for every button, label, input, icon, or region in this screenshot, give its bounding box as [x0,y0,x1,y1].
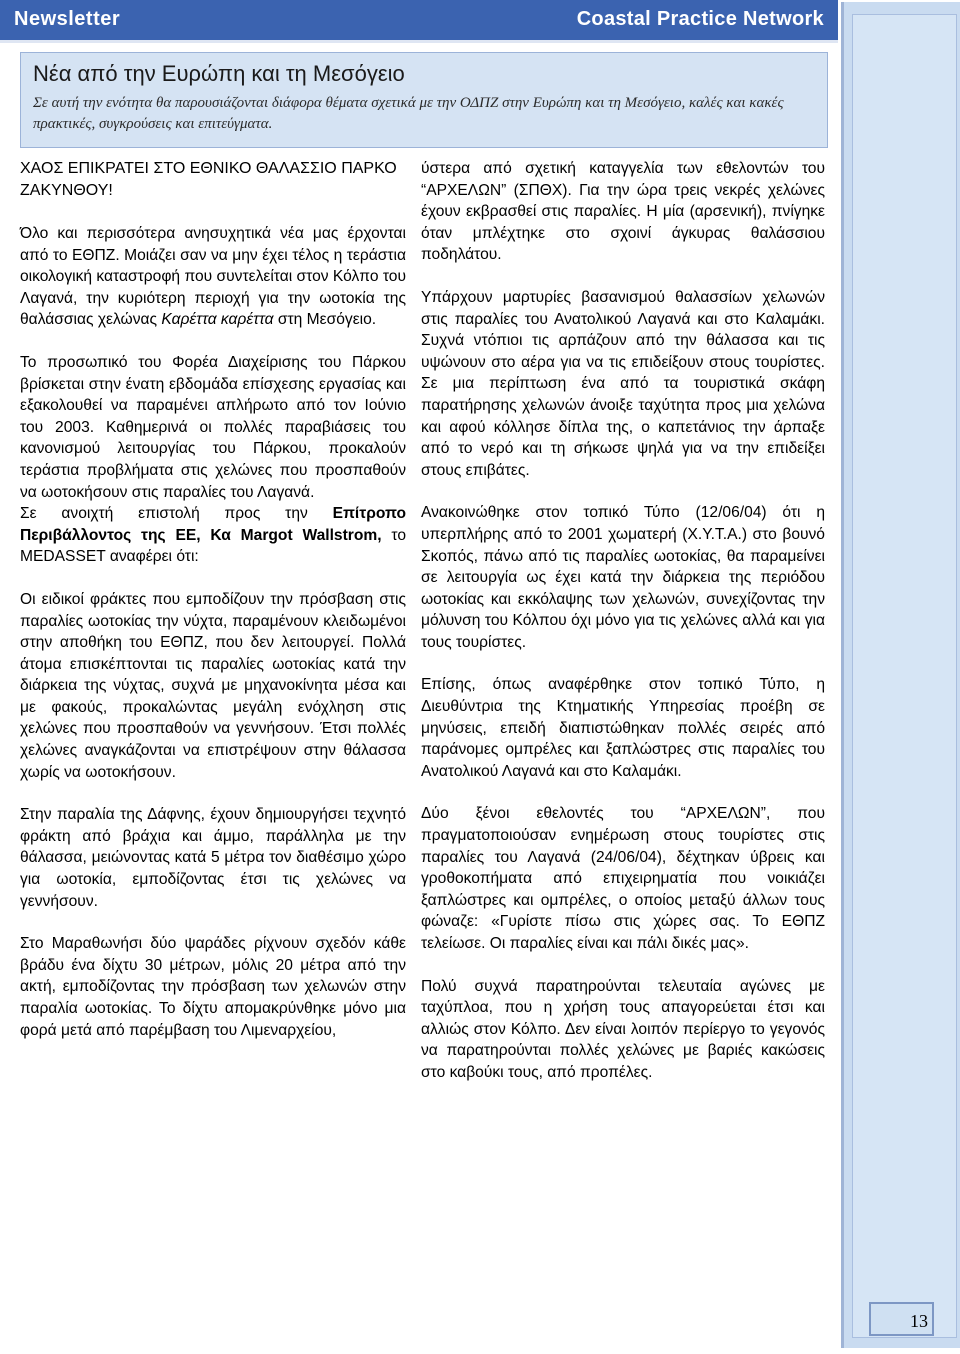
article-paragraph-9: Ανακοινώθηκε στον τοπικό Τύπο (12/06/04) ότι η υπερπλήρης από το 2001 χωματερή (Χ.Υ.Τ.Α.) στο βουνό Σκοπός, πάνω από τις παραλίες ωοτοκίας, θα παραμείνει σε λειτουργία ως έχει κατά την διάρκεια της περιόδου ωοτοκίας και εκκόλαψης των χελωνών, συνεχίζοντας την μόλυνση του Κόλπου όχι μόνο για τις χελώνες αλλά και για τους τουρίστες. [421,504,825,651]
species-name: Καρέττα καρέττα [161,311,274,329]
section-title: Νέα από την Ευρώπη και τη Μεσόγειο [33,61,405,86]
article-paragraph-3 [20,503,406,568]
article-headline: ΧΑΟΣ ΕΠΙΚΡΑΤΕΙ ΣΤΟ ΕΘΝΙΚΟ ΘΑΛΑΣΣΙΟ ΠΑΡΚΟ ΖΑΚΥΝΘΟΥ! [20,160,397,199]
side-decoration-inner [852,14,957,1338]
right-column [421,158,825,1084]
section-description: Σε αυτή την ενότητα θα παρουσιάζονται διάφορα θέματα σχετικά με την ΟΔΠΖ στην Ευρώπη και τη Μεσόγειο, καλές και κακές πρακτικές, συγκρούσεις και επιτεύγματα. [33,95,784,132]
newsletter-header [0,0,838,43]
article-paragraph-5: Στην παραλία της Δάφνης, έχουν δημιουργήσει τεχνητό φράκτη από βράχια και άμμο, παράλληλα με την θάλασσα, μειώνοντας κατά 5 μέτρα τον διαθέσιμο χώρο για ωοτοκία, εμποδίζοντας έτσι τις χελώνες να γεννήσουν. [20,806,406,910]
paragraph-3-text: Σε ανοιχτή επιστολή προς την [20,505,333,523]
paragraph-3-end: το MEDASSET αναφέρει ότι: [20,526,406,566]
side-decoration-bar [841,2,960,1348]
section-intro-box [20,52,828,148]
article-paragraph-11: Δύο ξένοι εθελοντές του “ΑΡΧΕΛΩΝ”, που πραγματοποιούσαν ενημέρωση στους τουρίστες στις παραλίες του Λαγανά (24/06/04), δέχτηκαν ύβρεις και γροθοκοπήματα από επιχειρηματία που νοικιάζει ξαπλώστρες και ομπρέλες, ο οποίος μεταξύ άλλων τους φώναζε: «Γυρίστε πίσω στις χώρες σας. Το ΕΘΠΖ τελείωσε. Οι παραλίες είναι και πάλι δικές μας». [421,805,825,952]
left-column [20,158,406,1041]
article-paragraph-12: Πολύ συχνά παρατηρούνται τελευταία αγώνες με ταχύπλοα, που η χρήση τους απαγορεύεται έτσι και αλλιώς στον Κόλπο. Δεν είναι λοιπόν περίεργο το γεγονός να παρατηρούνται πολλές χελώνες με βαριές κακώσεις στο καβούκι τους, από προπέλες. [421,977,825,1081]
header-network-name: Coastal Practice Network [576,8,824,30]
article-paragraph-6: Στο Μαραθωνήσι δύο ψαράδες ρίχνουν σχεδόν κάθε βράδυ ένα δίχτυ 30 μέτρων, μόλις 20 μέτρα από την ακτή, εμποδίζοντας την πρόσβαση των χελωνών στην παραλία ωοτοκίας. Το δίχτυ απομακρύνθηκε μόνο μια φορά μετά από παρέμβαση του Λιμεναρχείου, [20,935,406,1039]
page-number: 13 [869,1302,934,1336]
article-paragraph-4: Οι ειδικοί φράκτες που εμποδίζουν την πρόσβαση στις παραλίες ωοτοκίας την νύχτα, παραμένουν κλειδωμένοι στην αποθήκη του ΕΘΠΖ, που δεν λειτουργεί. Πολλά άτομα επισκέπτονται τις παραλίες ωοτοκίας κατά την διάρκεια της νύχτας, συχνά με μηχανοκίνητα μέσα και με φακούς, προκαλώντας μεγάλη ενόχληση στις χελώνες που προσπαθούν να γεννήσουν. Έτσι πολλές χελώνες αναγκάζονται να επιστρέψουν στην θάλασσα χωρίς να ωοτοκήσουν. [20,590,406,781]
article-paragraph-10: Επίσης, όπως αναφέρθηκε στον τοπικό Τύπο, η Διευθύντρια της Κτηματικής Υπηρεσίας προέβη σε μηνύσεις, επειδή διαπιστώθηκαν πολλές σειρές από παράνομες ομπρέλες και ξαπλώστρες στις παραλίες του Ανατολικού Λαγανά και στο Καλαμάκι. [421,676,825,780]
paragraph-1-text: Όλο και περισσότερα ανησυχητικά νέα μας έρχονται από το ΕΘΠΖ. Μοιάζει σαν να μην έχει τέλος η τεράστια οικολογική καταστροφή που συντελείται στον Κόλπο του Λαγανά, την κυριότερη περιοχή για την ωοτοκία της θαλάσσιας χελώνας [20,225,406,329]
article-paragraph-7: ύστερα από σχετική καταγγελία των εθελοντών του “ΑΡΧΕΛΩΝ” (ΣΠΘΧ). Για την ώρα τρεις νεκρές χελώνες έχουν εκβρασθεί στις παραλίες. Η μία (αρσενική), πνίγηκε όταν μπλέχτηκε στο σχοινί άγκυρας θαλάσσιου ποδηλάτου. [421,160,825,264]
paragraph-1-end: στη Μεσόγειο. [273,311,377,329]
header-newsletter-label: Newsletter [14,8,121,30]
commissioner-name: Επίτροπο Περιβάλλοντος της ΕΕ, Κα Margot Wallstrom, [20,505,406,544]
article-paragraph-2: Το προσωπικό του Φορέα Διαχείρισης του Πάρκου βρίσκεται στην ένατη εβδομάδα επίσχεσης εργασίας και εξακολουθεί να παραμένει απλήρωτο από τον Ιούνιο του 2003. Καθημερινά οι πολλές παραβιάσεις του κανονισμού λειτουργίας του Πάρκου, προκαλούν τεράστια προβλήματα στις χελώνες που προσπαθούν να ωοτοκήσουν στις παραλίες του Λαγανά. [20,353,406,501]
article-paragraph-1 [20,223,406,331]
article-paragraph-8: Υπάρχουν μαρτυρίες βασανισμού θαλασσίων χελωνών στις παραλίες του Ανατολικού Λαγανά και στο Καλαμάκι. Συχνά ντόπιοι τις αρπάζουν από την θάλασσα και τις υψώνουν στο αέρα για να τις επιδείξουν στους τουρίστες. Σε μια περίπτωση ένα από τα τουριστικά σκάφη παρατήρησης χελωνών άνοιξε ταχύτητα προς μια χελώνα και αφού κόλλησε δίπλα της, ο καπετάνιος την άρπαξε από το νερό και τη σήκωσε ψηλά για να την επιδείξει στους επιβάτες. [421,288,825,479]
